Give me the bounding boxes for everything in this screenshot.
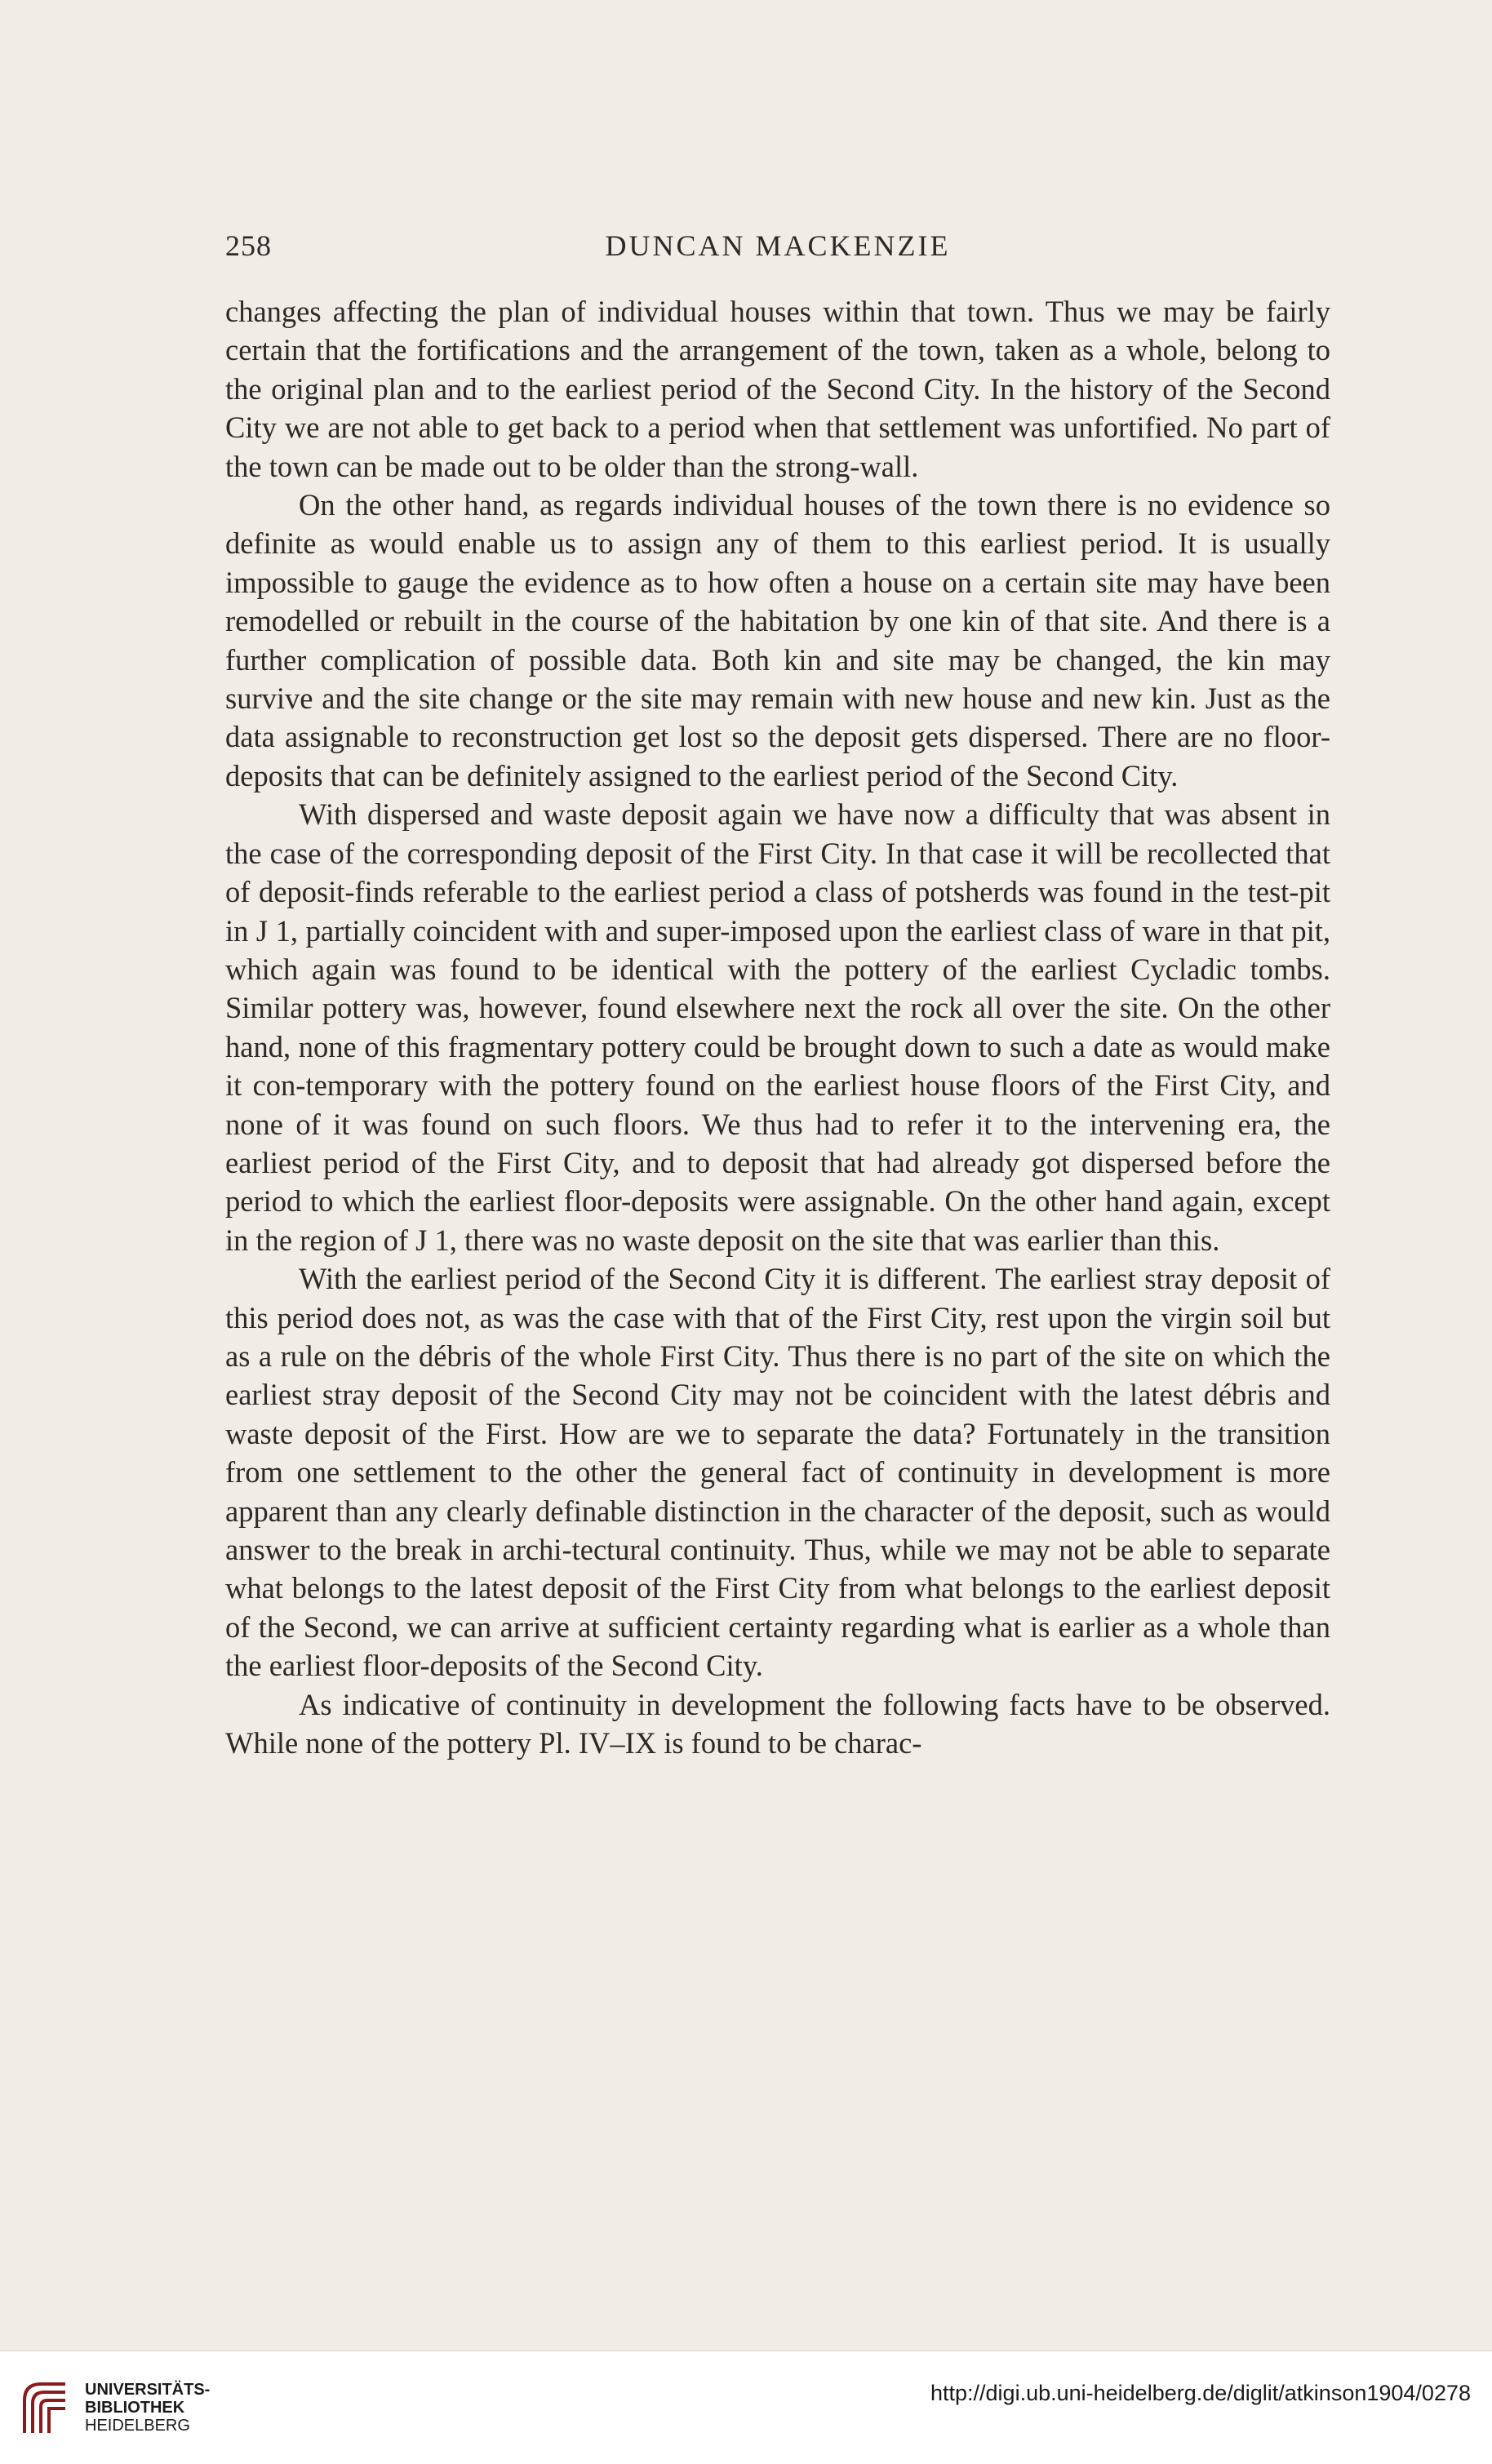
running-head: DUNCAN MACKENZIE (605, 229, 951, 262)
library-footer (0, 2351, 1492, 2464)
paragraph: With the earliest period of the Second City it is different. The earliest stray deposit of this period does not, as was the case with that of the First City, rest upon the virgin soil but as a rule on the débris of the whole First City. Thus there is no part of the site on which the earliest stray deposit of the Second City may not be coincident with the latest débris and waste deposit of the First. How are we to separate the data? Fortunately in the transition from one settlement to the other the general fact of continuity in development is more apparent than any clearly definable distinction in the character of the deposit, such as would answer to the break in archi-tectural continuity. Thus, while we may not be able to separate what belongs to the latest deposit of the First City from what belongs to the earliest deposit of the Second, we can arrive at sufficient certainty regarding what is earlier as a whole than the earliest floor-deposits of the Second City. (225, 1262, 1330, 1683)
paragraph: With dispersed and waste deposit again we have now a difficulty that was absent in the case of the corresponding deposit of the First City. In that case it will be recollected that of deposit-finds referable to the earliest period a class of potsherds was found in the test-pit in J 1, partially coincident with and super-imposed upon the earliest class of ware in that pit, which again was found to be identical with the pottery of the earliest Cycladic tombs. Similar pottery was, however, found elsewhere next the rock all over the site. On the other hand, none of this fragmentary pottery could be brought down to such a date as would make it con-temporary with the pottery found on the earliest house floors of the First City, and none of it was found on such floors. We thus had to refer it to the intervening era, the earliest period of the First City, and to deposit that had already got dispersed before the period to which the earliest floor-deposits were assignable. On the other hand again, except in the region of J 1, there was no waste deposit on the site that was earlier than this. (225, 797, 1330, 1257)
library-name-line: BIBLIOTHEK (85, 2399, 185, 2417)
page-header (225, 229, 1330, 277)
paragraph: changes affecting the plan of individual houses within that town. Thus we may be fairly certain that the fortifications and the arrangement of the town, taken as a whole, belong to the original plan and to the earliest period of the Second City. In the history of the Second City we are not able to get back to a period when that settlement was unfortified. No part of the town can be made out to be older than the strong-wall. (225, 295, 1330, 483)
library-name (85, 2381, 210, 2435)
page-number: 258 (225, 229, 272, 262)
library-logo-icon (16, 2376, 82, 2441)
permalink-url[interactable]: http://digi.ub.uni-heidelberg.de/diglit/atkinson1904/0278 (930, 2381, 1471, 2405)
library-name-line: UNIVERSITÄTS- (85, 2381, 211, 2399)
body-text (225, 292, 1330, 1762)
paragraph: As indicative of continuity in development the following facts have to be observed. While none of the pottery Pl. IV–IX is found to be charac- (225, 1687, 1330, 1760)
paragraph: On the other hand, as regards individual houses of the town there is no evidence so definite as would enable us to assign any of them to this earliest period. It is usually impossible to gauge the evidence as to how often a house on a certain site may have been remodelled or rebuilt in the course of the habitation by one kin of that site. And there is a further complication of possible data. Both kin and site may be changed, the kin may survive and the site change or the site may remain with new house and new kin. Just as the data assignable to reconstruction get lost so the deposit gets dispersed. There are no floor-deposits that can be definitely assigned to the earliest period of the Second City. (225, 488, 1330, 792)
library-name-line: HEIDELBERG (85, 2417, 190, 2435)
